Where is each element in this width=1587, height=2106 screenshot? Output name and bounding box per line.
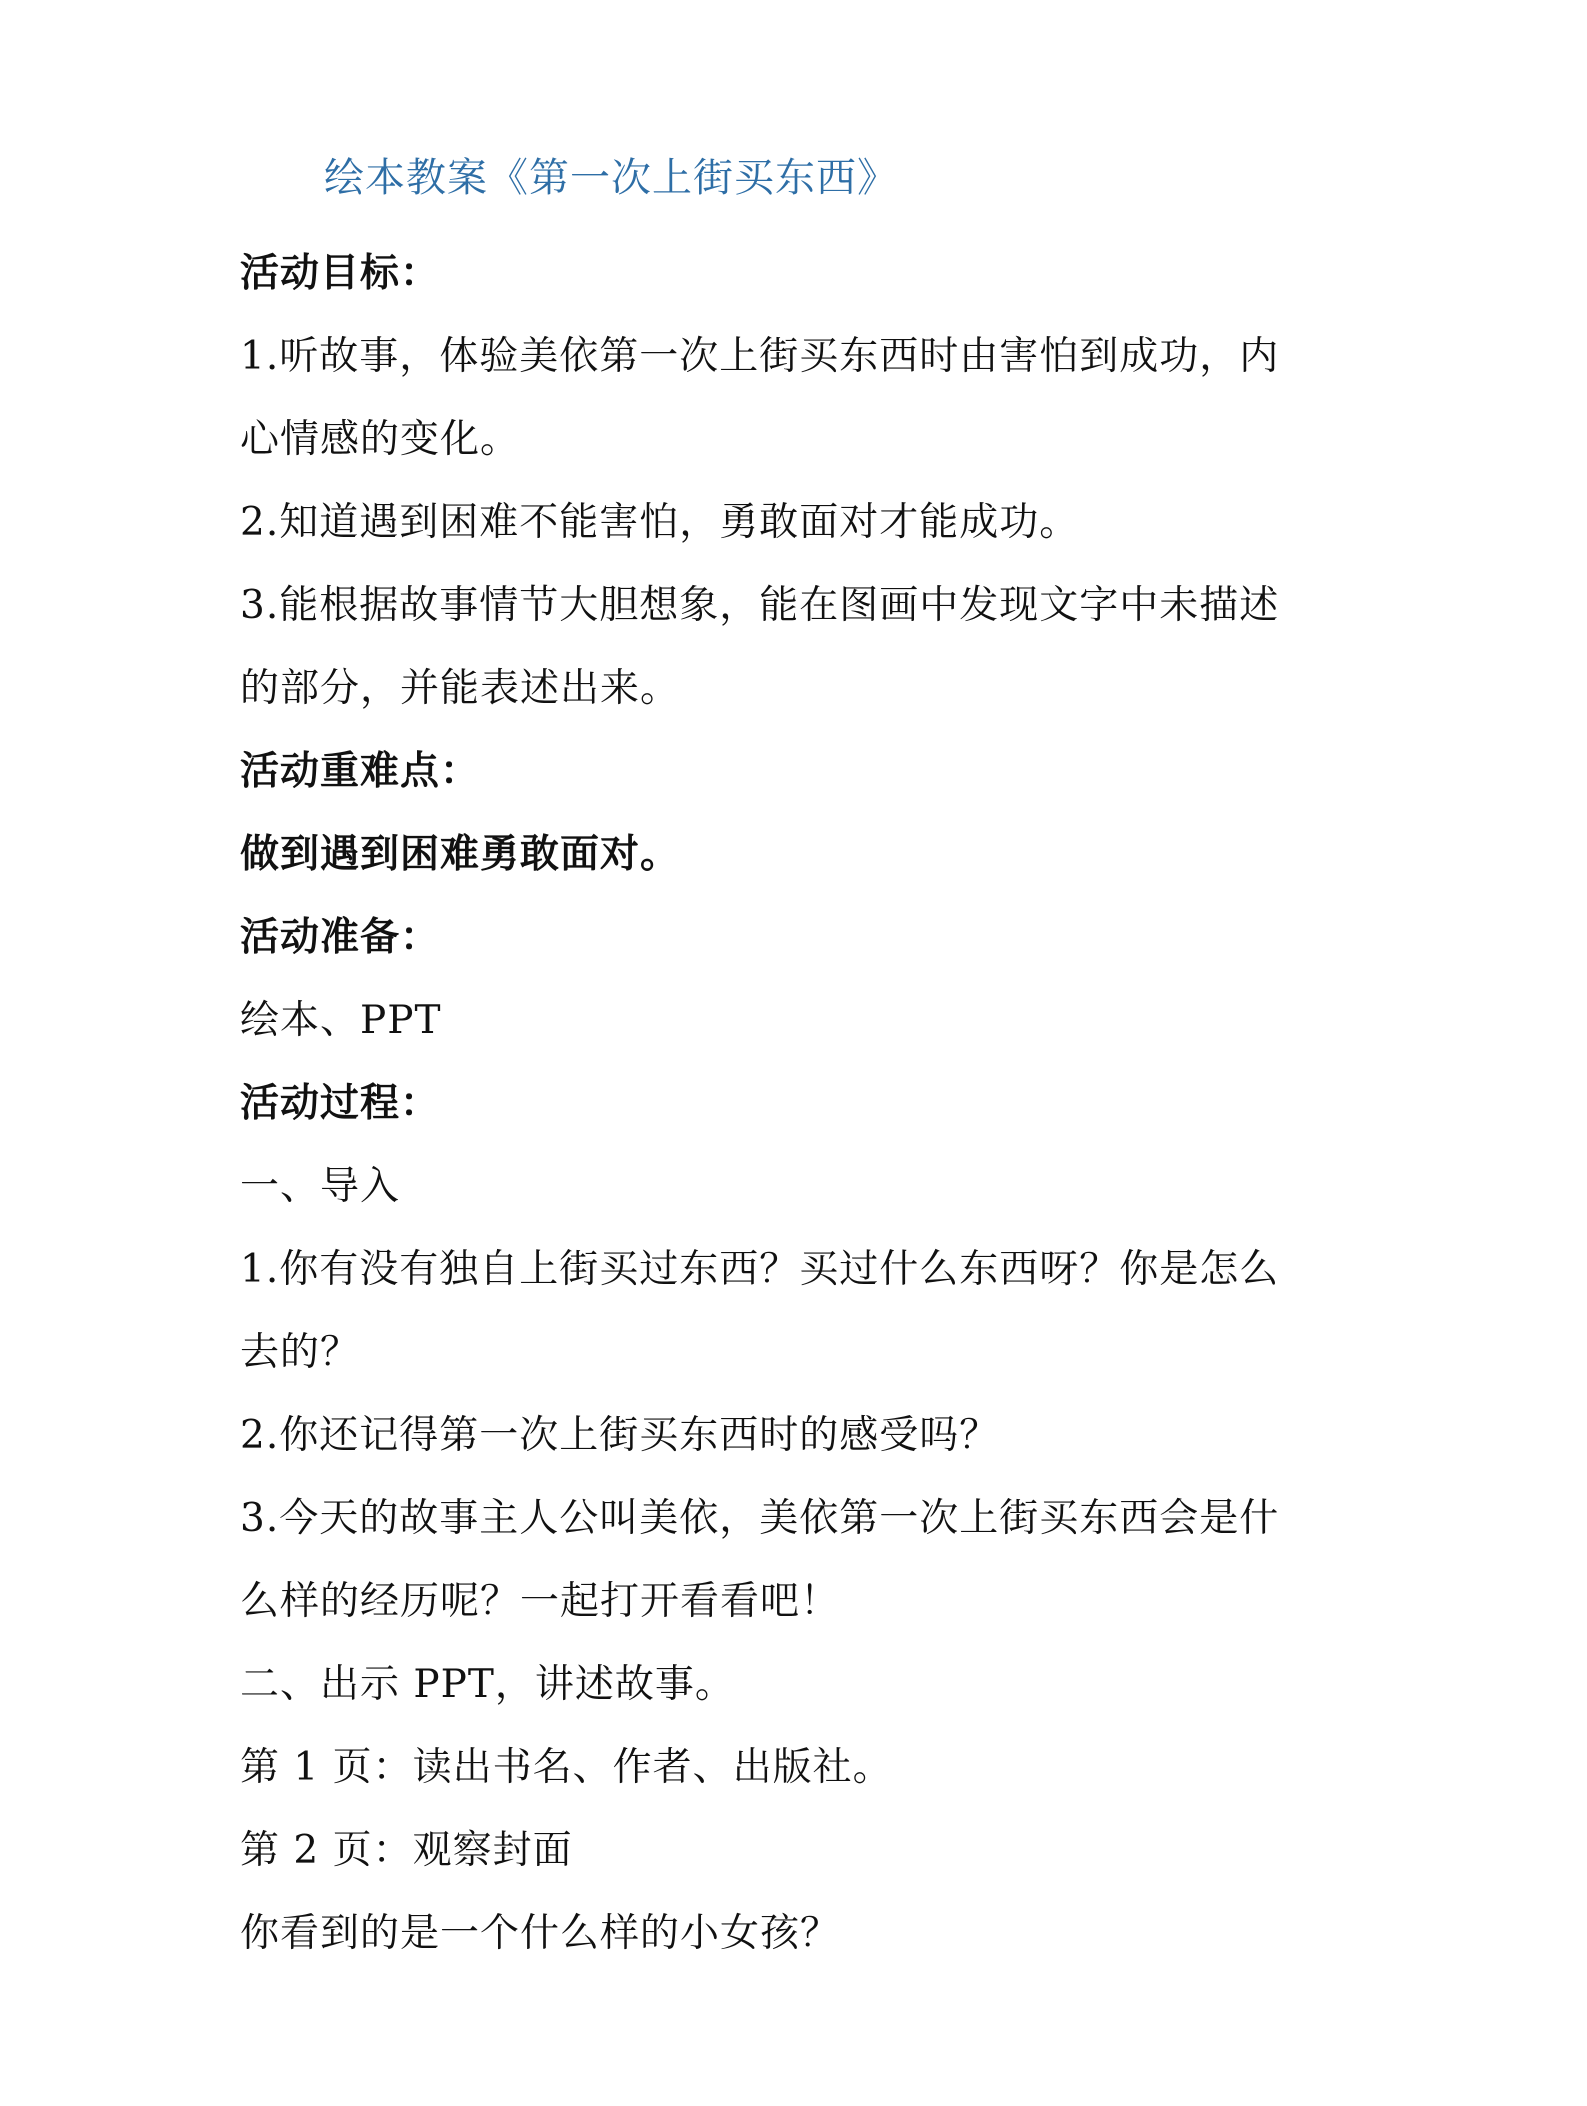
paragraph-line: 活动准备： [240,914,441,960]
paragraph-line: 1.听故事，体验美依第一次上街买东西时由害怕到成功，内 [240,334,1280,379]
paragraph-line: 1.你有没有独自上街买过东西？买过什么东西呀？你是怎么 [240,1247,1280,1292]
paragraph-line: 做到遇到困难勇敢面对。 [240,831,681,877]
paragraph-line: 2.知道遇到困难不能害怕，勇敢面对才能成功。 [240,500,1080,545]
paragraph-line: 第 2 页：观察封面 [240,1828,573,1873]
paragraph-line: 去的？ [240,1330,361,1375]
paragraph-line: 2.你还记得第一次上街买东西时的感受吗？ [240,1413,1000,1458]
document-body [240,232,1370,1975]
paragraph-line: 活动重难点： [240,748,481,794]
paragraph-line: 活动过程： [240,1080,441,1126]
paragraph-line: 3.能根据故事情节大胆想象，能在图画中发现文字中未描述 [240,583,1280,628]
paragraph-line: 活动目标： [240,250,441,296]
paragraph-line: 二、出示 PPT，讲述故事。 [240,1662,735,1707]
paragraph-line: 的部分，并能表述出来。 [240,666,681,711]
paragraph-line: 绘本、PPT [240,998,442,1043]
document-title: 绘本教案《第一次上街买东西》 [324,155,898,201]
paragraph-line: 第 1 页：读出书名、作者、出版社。 [240,1745,893,1790]
paragraph-line: 心情感的变化。 [240,417,521,462]
paragraph-line: 一、导入 [240,1164,401,1209]
paragraph-line: 么样的经历呢？一起打开看看吧！ [240,1579,841,1624]
paragraph-line: 你看到的是一个什么样的小女孩？ [240,1911,841,1956]
paragraph-line: 3.今天的故事主人公叫美依，美依第一次上街买东西会是什 [240,1496,1280,1541]
